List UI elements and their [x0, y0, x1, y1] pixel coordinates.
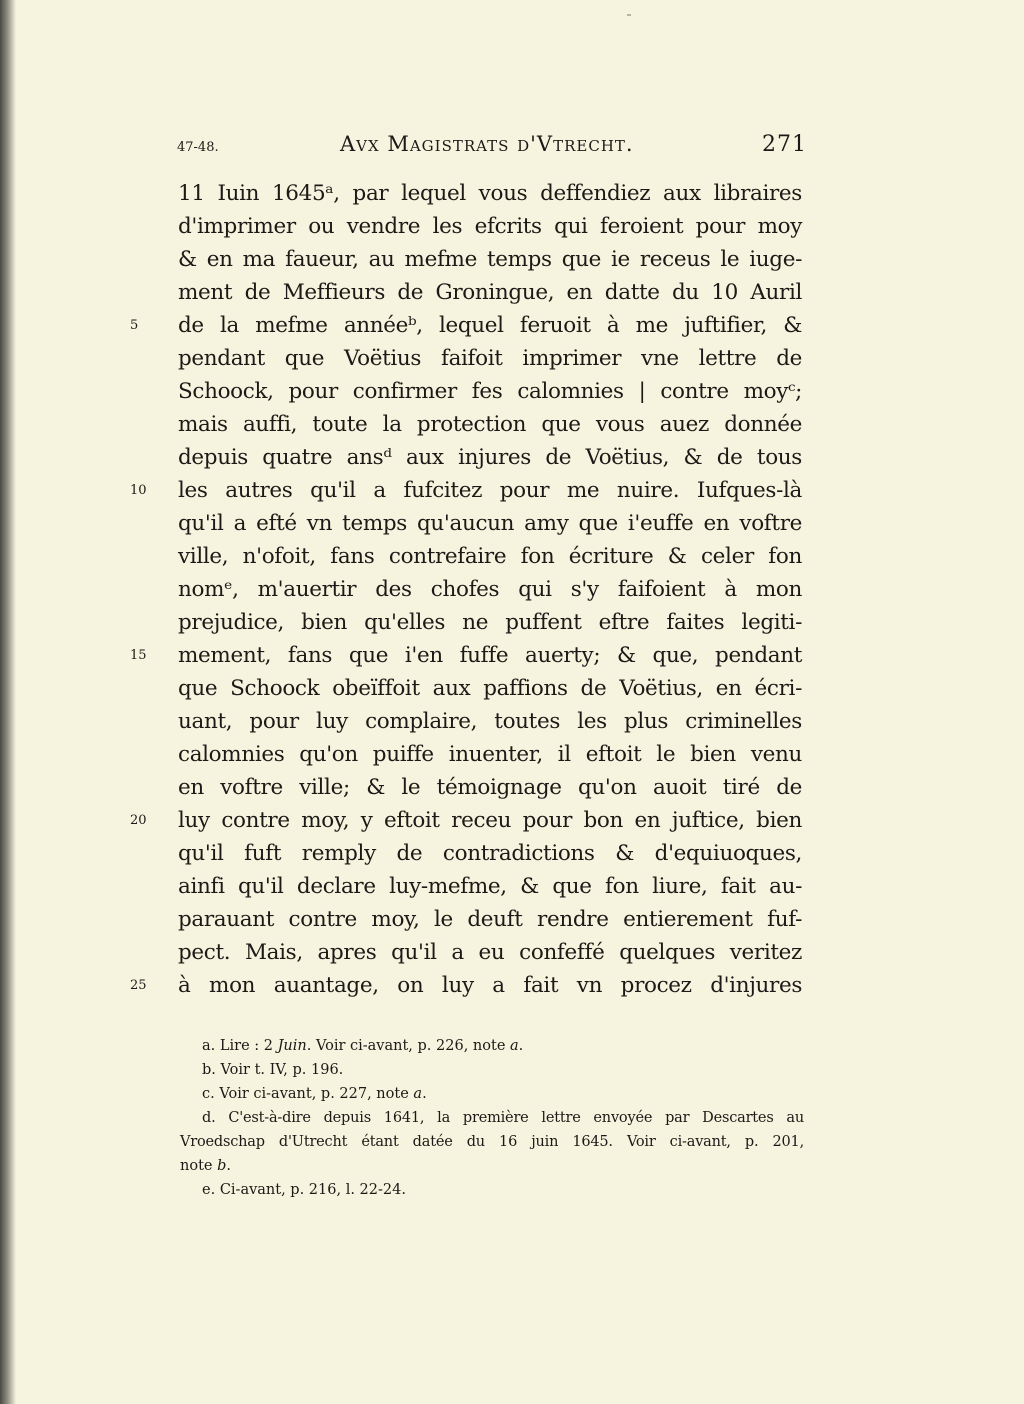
line-number-25: 25	[130, 978, 147, 993]
line-number-10: 10	[130, 483, 147, 498]
footnotes	[180, 1034, 804, 1202]
text-line: Schoock, pour confirmer fes calomnies | contre moyᶜ;	[178, 379, 802, 404]
footnote-text: note	[180, 1158, 218, 1174]
paper-speck	[627, 14, 631, 16]
footnote-italic: a	[510, 1038, 519, 1054]
text-line: pendant que Voëtius faifoit imprimer vne lettre de	[178, 346, 802, 371]
text-line: à mon auantage, on luy a fait vn procez d'injures	[178, 973, 802, 998]
text-line: en voftre ville; & le témoignage qu'on auoit tiré de	[178, 775, 802, 800]
text-line: d'imprimer ou vendre les efcrits qui feroient pour moy	[178, 214, 802, 239]
footnote-mark: a.	[202, 1038, 216, 1054]
text-line: prejudice, bien qu'elles ne puffent eftre faites legiti-	[178, 610, 802, 635]
line-number-5: 5	[130, 318, 139, 333]
footnote-text: .	[226, 1158, 231, 1174]
footnote-d-end	[180, 1154, 804, 1178]
text-line: qu'il a efté vn temps qu'aucun amy que i'euffe en voftre	[178, 511, 802, 536]
footnote-mark: e.	[202, 1182, 216, 1198]
footnote-text: .	[518, 1038, 524, 1054]
text-line: mement, fans que i'en fuffe auerty; & que, pendant	[178, 643, 802, 668]
text-line: uant, pour luy complaire, toutes les plus criminelles	[178, 709, 802, 734]
main-text-block	[178, 177, 802, 1002]
footnote-text: .	[422, 1086, 427, 1102]
running-header	[0, 130, 1024, 170]
text-line: ville, n'ofoit, fans contrefaire fon écriture & celer fon	[178, 544, 802, 569]
book-binding-shadow	[0, 0, 16, 1404]
footnote-italic: Juin	[277, 1038, 307, 1054]
footnote-text: Vroedschap d'Utrecht étant datée du 16 juin 1645. Voir ci-avant, p. 201,	[180, 1134, 804, 1150]
footnote-italic: b	[217, 1158, 227, 1174]
text-line: calomnies qu'on puiffe inuenter, il eftoit le bien venu	[178, 742, 802, 767]
text-line: & en ma faueur, au mefme temps que ie receus le iuge-	[178, 247, 802, 272]
line-number-15: 15	[130, 648, 147, 663]
text-line: parauant contre moy, le deuft rendre entierement fuf-	[178, 907, 802, 932]
line-number-20: 20	[130, 813, 147, 828]
text-line: depuis quatre ansᵈ aux injures de Voëtius, & de tous	[178, 445, 802, 470]
footnote-text: Voir t. IV, p. 196.	[220, 1062, 344, 1078]
text-line: que Schoock obeïffoit aux paffions de Voëtius, en écri-	[178, 676, 802, 701]
text-line: luy contre moy, y eftoit receu pour bon en juftice, bien	[178, 808, 802, 833]
footnote-text: . Voir ci-avant, p. 226, note	[306, 1038, 511, 1054]
text-line: qu'il fuft remply de contradictions & d'equiuoques,	[178, 841, 802, 866]
footnote-text: Lire : 2	[219, 1038, 278, 1054]
text-line: mais auffi, toute la protection que vous auez donnée	[178, 412, 802, 437]
footnote-c	[180, 1082, 804, 1106]
footnote-text: Ci-avant, p. 216, l. 22-24.	[219, 1182, 406, 1198]
text-line: pect. Mais, apres qu'il a eu confeffé quelques veritez	[178, 940, 802, 965]
text-line: ment de Meffieurs de Groningue, en datte du 10 Auril	[178, 280, 802, 305]
footnote-mark: d.	[202, 1110, 216, 1126]
text-line: de la mefme annéeᵇ, lequel feruoit à me juftifier, &	[178, 313, 802, 338]
footnote-text: C'est-à-dire depuis 1641, la première lettre envoyée par Descartes au	[228, 1110, 804, 1126]
page-number: 271	[762, 132, 807, 157]
text-line: 11 Iuin 1645ᵃ, par lequel vous deffendiez aux libraires	[178, 181, 802, 206]
footnote-italic: a	[413, 1086, 423, 1102]
text-line: les autres qu'il a fufcitez pour me nuire. Iufques-là	[178, 478, 802, 503]
footnote-d-continued	[180, 1130, 804, 1154]
text-line: nomᵉ, m'auertir des chofes qui s'y faifoient à mon	[178, 577, 802, 602]
header-title: Avx Magistrats d'Vtrecht.	[340, 132, 634, 156]
footnote-d	[180, 1106, 804, 1130]
footnote-mark: b.	[202, 1062, 216, 1078]
footnote-e	[180, 1178, 804, 1202]
text-line: ainfi qu'il declare luy-mefme, & que fon liure, fait au-	[178, 874, 802, 899]
footnote-b	[180, 1058, 804, 1082]
header-folio-range: 47-48.	[177, 140, 219, 155]
footnote-mark: c.	[202, 1086, 215, 1102]
footnote-text: Voir ci-avant, p. 227, note	[219, 1086, 414, 1102]
footnote-a	[180, 1034, 804, 1058]
